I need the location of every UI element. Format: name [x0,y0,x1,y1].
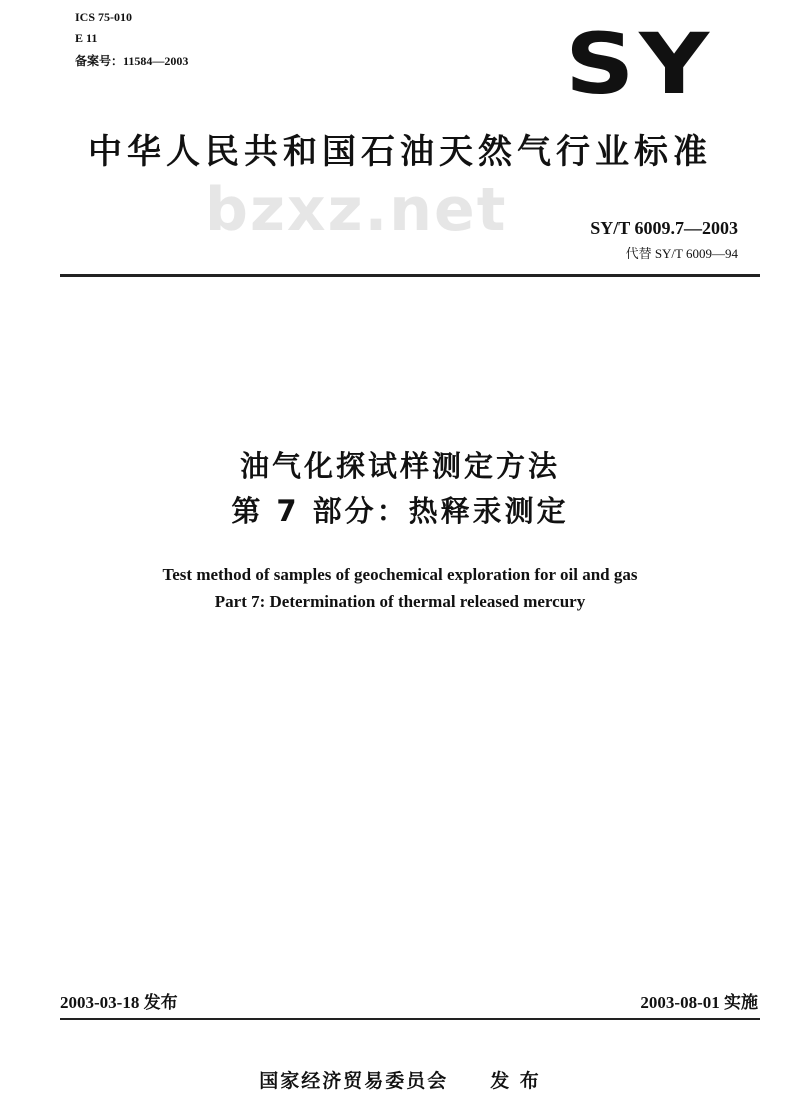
title-cn-line2: 第 7 部分：热释汞测定 [231,494,569,528]
filing-number: 备案号：11584—2003 [75,54,189,68]
header-divider [60,274,760,277]
publisher: 国家经济贸易委员会 发 布 [259,1070,541,1092]
issue-date: 2003-03-18 发布 [60,993,178,1012]
organization-title: 中华人民共和国石油天然气行业标准 [88,132,712,172]
ics-code: ICS 75-010 [75,10,133,24]
title-cn-line1: 油气化探试样测定方法 [239,449,560,483]
footer-divider [60,1018,760,1020]
replaces-code: 代替 SY/T 6009—94 [625,246,738,261]
standard-code: SY/T 6009.7—2003 [590,218,738,238]
ccs-code: E 11 [75,31,98,45]
title-en-line1: Test method of samples of geochemical exploration for oil and gas [162,565,638,584]
sy-logo: SY [565,15,714,113]
effective-date: 2003-08-01 实施 [640,993,758,1012]
title-en-line2: Part 7: Determination of thermal released mercury [214,592,586,611]
watermark: bzxz.net [205,175,508,245]
